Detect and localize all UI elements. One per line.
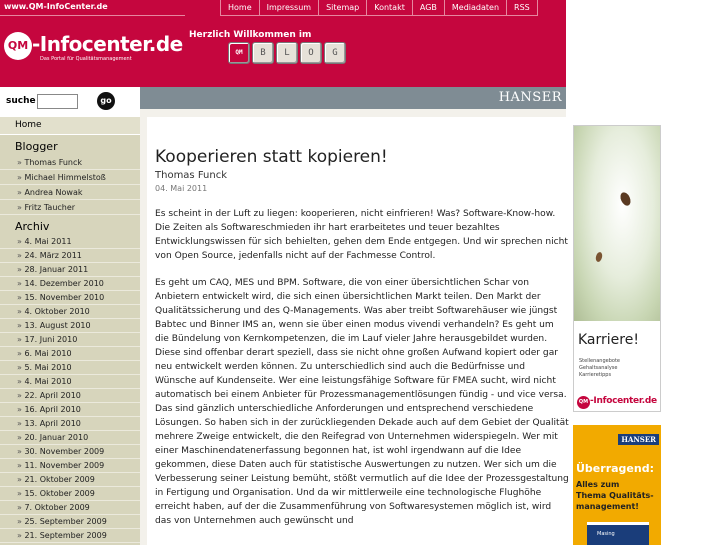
hanser-ad[interactable] (573, 425, 661, 545)
karriere-ad-logo-mark: QM (577, 396, 590, 409)
karriere-ad-logo (577, 396, 660, 409)
karriere-ad-title: Karriere! (578, 332, 639, 348)
nav-mediadaten[interactable]: Mediadaten (444, 0, 506, 16)
header-right-blank (566, 0, 727, 87)
article (147, 117, 571, 545)
welcome-text: Herzlich Willkommen im (189, 30, 312, 40)
karriere-ad[interactable] (573, 125, 661, 412)
archive-item[interactable]: » 4. Oktober 2010 (0, 305, 140, 319)
nav-sitemap[interactable]: Sitemap (318, 0, 366, 16)
blogger-item[interactable]: » Fritz Taucher (0, 200, 140, 215)
blog-key-g: G (324, 42, 346, 64)
archive-item[interactable]: » 15. November 2010 (0, 291, 140, 305)
archive-item[interactable]: » 16. April 2010 (0, 403, 140, 417)
article-paragraph: Es scheint in der Luft zu liegen: kooperieren, nicht einfrieren! Was? Software-Know-how. Die Zeiten als Softwareschmieden ihr hart erarbeitetes und teuer bezahltes Entwicklungswissen für sich behielten, gehen dem Ende entgegen. Und wir sprechen nicht von Open Source, jedenfalls nicht auf der Fachmesse Control. (155, 209, 568, 261)
archive-item[interactable]: » 14. Dezember 2010 (0, 277, 140, 291)
search-go-button[interactable]: go (97, 92, 115, 110)
site-url: www.QM-InfoCenter.de (4, 2, 108, 11)
archive-item[interactable]: » 21. Oktober 2009 (0, 473, 140, 487)
archive-item[interactable]: » 5. Mai 2010 (0, 361, 140, 375)
archive-item[interactable]: » 20. Januar 2010 (0, 431, 140, 445)
site-header (0, 0, 566, 87)
archive-item[interactable]: » 24. März 2011 (0, 249, 140, 263)
logo-text: -Infocenter.de (32, 32, 183, 56)
hanser-ad-subline-1: Alles zum (576, 480, 620, 489)
blogger-item[interactable]: » Andrea Nowak (0, 185, 140, 200)
nav-home[interactable]: Home (220, 0, 259, 16)
top-navigation (220, 0, 538, 16)
search-row (0, 87, 140, 117)
nav-impressum[interactable]: Impressum (259, 0, 318, 16)
blog-keys (228, 42, 346, 64)
karriere-ad-logo-text: -Infocenter.de (590, 396, 657, 406)
archive-item[interactable]: » 7. Oktober 2009 (0, 501, 140, 515)
karriere-ad-line: Stellenangebote (579, 358, 620, 364)
archive-item[interactable]: » 11. November 2009 (0, 459, 140, 473)
archive-item[interactable]: » 25. September 2009 (0, 515, 140, 529)
hanser-ad-subline-3: management! (576, 502, 639, 511)
archive-item[interactable]: » 13. April 2010 (0, 417, 140, 431)
blogger-item[interactable]: » Michael Himmelstoß (0, 170, 140, 185)
blog-key-l: L (276, 42, 298, 64)
publisher-logo[interactable]: HANSER (498, 90, 562, 105)
hanser-ad-book-label: Masing (597, 531, 615, 537)
sidebar-home-link[interactable]: Home (0, 117, 140, 135)
nav-kontakt[interactable]: Kontakt (366, 0, 412, 16)
sidebar (0, 117, 140, 545)
hanser-ad-book (587, 522, 649, 545)
archive-item[interactable]: » 21. September 2009 (0, 529, 140, 543)
archive-list (0, 235, 140, 543)
karriere-ad-line: Gehaltsanalyse (579, 365, 618, 371)
article-author: Thomas Funck (155, 170, 227, 181)
logo-tagline: Das Portal für Qualitätsmanagement (40, 56, 132, 62)
archive-item[interactable]: » 13. August 2010 (0, 319, 140, 333)
archive-item[interactable]: » 28. Januar 2011 (0, 263, 140, 277)
hanser-ad-subline-2: Thema Qualitäts- (576, 491, 654, 500)
publisher-bar (140, 87, 566, 109)
blogger-item[interactable]: » Thomas Funck (0, 155, 140, 170)
blog-key-b: B (252, 42, 274, 64)
archive-item[interactable]: » 15. Oktober 2009 (0, 487, 140, 501)
archive-item[interactable]: » 4. Mai 2010 (0, 375, 140, 389)
archive-item[interactable]: » 30. November 2009 (0, 445, 140, 459)
hanser-ad-brand: HANSER (618, 434, 659, 445)
archive-item[interactable]: » 4. Mai 2011 (0, 235, 140, 249)
archive-item[interactable]: » 17. Juni 2010 (0, 333, 140, 347)
search-input[interactable] (37, 94, 78, 109)
archive-item[interactable]: » 22. April 2010 (0, 389, 140, 403)
blogger-list (0, 155, 140, 215)
article-title[interactable]: Kooperieren statt kopieren! (155, 147, 388, 167)
blogger-heading: Blogger (15, 140, 58, 153)
hanser-ad-headline: Überragend: (576, 462, 654, 475)
karriere-ad-line: Karrieretipps (579, 372, 612, 378)
archive-item[interactable]: » 6. Mai 2010 (0, 347, 140, 361)
nav-rss[interactable]: RSS (506, 0, 538, 16)
karriere-ad-lines (579, 358, 620, 379)
blog-key-qm: QM (228, 42, 250, 64)
article-date: 04. Mai 2011 (155, 184, 208, 193)
nav-agb[interactable]: AGB (412, 0, 444, 16)
search-label: suche (6, 96, 36, 106)
archive-heading: Archiv (15, 220, 50, 233)
blog-key-o: O (300, 42, 322, 64)
logo-mark: QM (4, 32, 32, 60)
url-bar (0, 0, 185, 16)
article-paragraph: Es geht um CAQ, MES und BPM. Software, die von einer übersichtlichen Schar von Anbietern entwickelt wird, die sich einen übersichtlichen Markt teilen. Den Markt der Qualitätssicherung und des Q-Managements. Was aber treibt Softwarehäuser wie jüngst Babtec und Binner IMS an, wenn sie über einen modus vivendi verhandeln? Es geht um die Bündelung von Kernkompetenzen, die im Lauf vieler Jahre herausgebildet wurden. Diese sind offenbar derart speziell, dass sie nicht ohne großen Aufwand kopiert oder gar neu entwickelt werden können. Zu unterschiedlich sind auch die Bedürfnisse und Wünsche auf Kundenseite. Wer eine leistungsfähige Software für FMEA sucht, wird nicht automatisch bei einem Anbieter für Prozessmanagementlösungen fündig - und vice versa. Das sind gänzlich unterschiedliche Anforderungen und entsprechend verschiedene Lösungen. So haben sich in der zurückliegenden Dekade auch auf dem Gebiet der Qualität mehrere Zweige entwickelt, die den Reifegrad von Unternehmen widerspiegeln. Wer mit einer Maschinendatenerfassung begonnen hat, ist wohl irgendwann auf die Idee gekommen, diese Daten auch für statistische Auswertungen zu nutzen. Wer sich um die Verbesserung seiner Leistung bemüht, stößt vermutlich auf die Idee der Prozessgestaltung in Fertigung und Organisation. Und da wir mittlerweile eine technologische Flughöhe erreicht haben, auf der die Zusammenführung von Softwaresystemen möglich ist, wird das von Unternehmen auch gewünscht und (155, 278, 569, 526)
hanser-ad-subline (576, 479, 654, 512)
apple-image (574, 126, 661, 321)
